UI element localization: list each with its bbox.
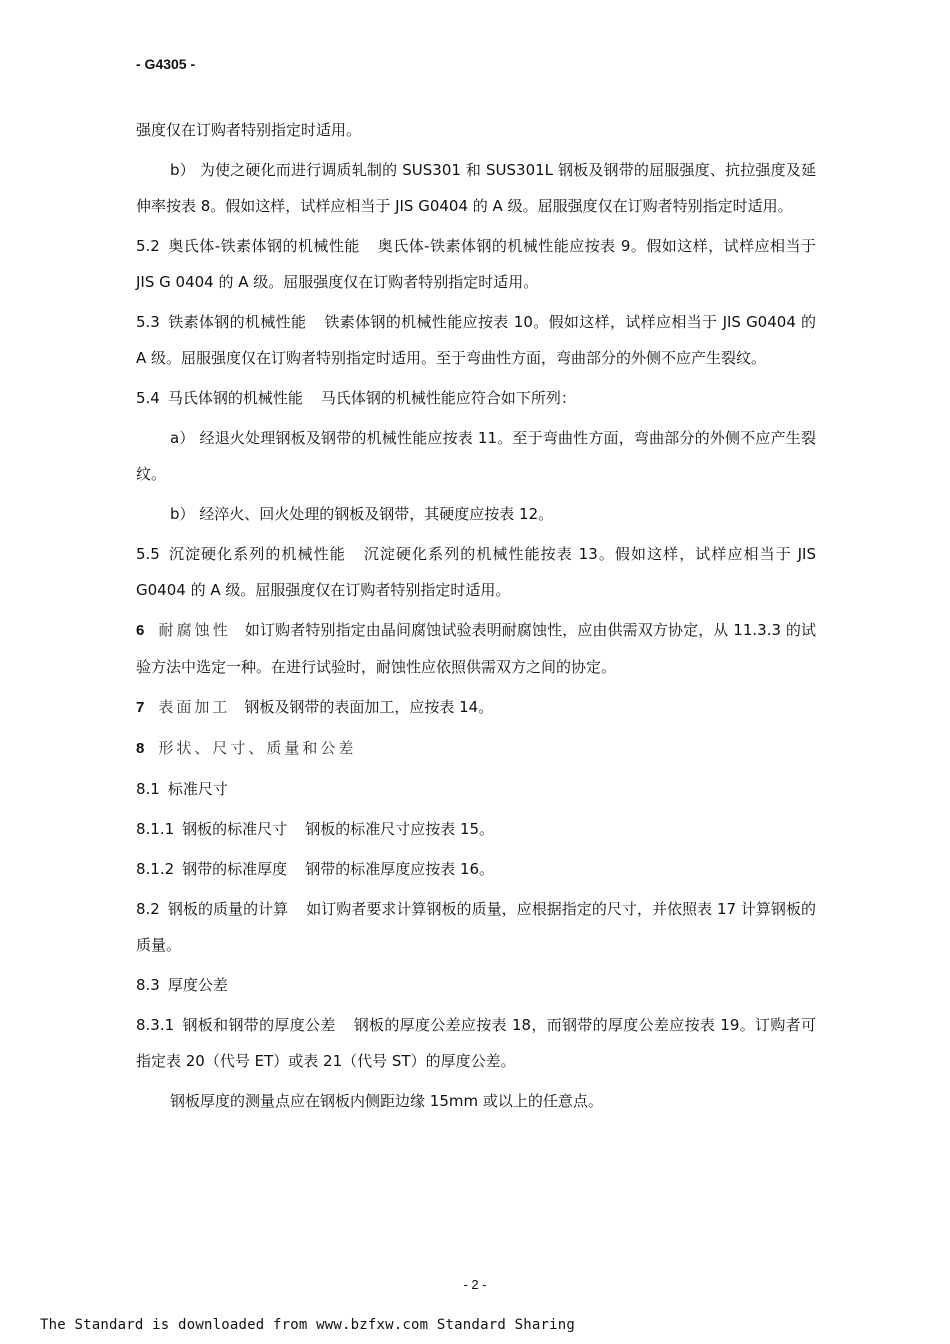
section-number: 8.2 bbox=[136, 900, 160, 918]
section-title: 奥氏体-铁素体钢的机械性能 bbox=[167, 237, 360, 255]
section-title: 厚度公差 bbox=[167, 976, 228, 994]
section-number: 8.1.2 bbox=[136, 860, 175, 878]
section-8-3 bbox=[136, 967, 816, 1003]
section-text: 如订购者要求计算钢板的质量，应根据指定的尺寸，并依照表 17 计算钢板的质量。 bbox=[136, 900, 816, 954]
section-text: 铁素体钢的机械性能应按表 10。假如这样，试样应相当于 JIS G0404 的 A 级。屈服强度仅在订购者特别指定时适用。至于弯曲性方面，弯曲部分的外侧不应产生裂纹。 bbox=[136, 313, 816, 367]
section-title: 铁素体钢的机械性能 bbox=[167, 313, 307, 331]
section-number: 5.2 bbox=[136, 237, 160, 255]
section-title: 沉淀硬化系列的机械性能 bbox=[167, 545, 346, 563]
page-number: - 2 - bbox=[463, 1277, 487, 1292]
section-text: 钢板的标准尺寸应按表 15。 bbox=[305, 820, 495, 838]
section-number: 6 bbox=[136, 622, 145, 639]
section-number: 8.1 bbox=[136, 780, 160, 798]
section-5-2 bbox=[136, 228, 816, 300]
section-number: 8.3 bbox=[136, 976, 160, 994]
section-5-5 bbox=[136, 536, 816, 608]
section-text: 如订购者特别指定由晶间腐蚀试验表明耐腐蚀性，应由供需双方协定，从 11.3.3 的试验方法中选定一种。在进行试验时，耐蚀性应依照供需双方之间的协定。 bbox=[136, 621, 816, 676]
paragraph-item-b: b） 为使之硬化而进行调质轧制的 SUS301 和 SUS301L 钢板及钢带的屈服强度、抗拉强度及延伸率按表 8。假如这样，试样应相当于 JIS G0404 的 A 级。屈服强度仅在订购者特别指定时适用。 bbox=[136, 161, 816, 215]
section-6 bbox=[136, 612, 816, 685]
section-number: 8 bbox=[136, 740, 145, 757]
section-7 bbox=[136, 689, 816, 726]
section-title: 标准尺寸 bbox=[167, 780, 228, 798]
paragraph: 强度仅在订购者特别指定时适用。 bbox=[136, 121, 362, 139]
section-8-3-1 bbox=[136, 1007, 816, 1079]
section-text: 钢板的厚度公差应按表 18，而钢带的厚度公差应按表 19。订购者可指定表 20（代号 ET）或表 21（代号 ST）的厚度公差。 bbox=[136, 1016, 816, 1070]
section-text: 奥氏体-铁素体钢的机械性能应按表 9。假如这样，试样应相当于 JIS G 0404 的 A 级。屈服强度仅在订购者特别指定时适用。 bbox=[136, 237, 816, 291]
section-8-2 bbox=[136, 891, 816, 963]
section-number: 8.1.1 bbox=[136, 820, 175, 838]
paragraph-item-a: a） 经退火处理钢板及钢带的机械性能应按表 11。至于弯曲性方面，弯曲部分的外侧不应产生裂纹。 bbox=[136, 429, 816, 483]
section-title: 表面加工 bbox=[158, 698, 231, 716]
section-title: 钢板的质量的计算 bbox=[167, 900, 289, 918]
section-8 bbox=[136, 730, 816, 767]
section-8-1 bbox=[136, 771, 816, 807]
section-text: 钢带的标准厚度应按表 16。 bbox=[305, 860, 495, 878]
section-number: 5.3 bbox=[136, 313, 160, 331]
section-title: 钢带的标准厚度 bbox=[182, 860, 288, 878]
section-5-3 bbox=[136, 304, 816, 376]
section-title: 耐腐蚀性 bbox=[158, 621, 231, 639]
section-number: 7 bbox=[136, 699, 145, 716]
paragraph: 钢板厚度的测量点应在钢板内侧距边缘 15mm 或以上的任意点。 bbox=[170, 1092, 603, 1110]
section-number: 5.5 bbox=[136, 545, 160, 563]
section-title: 钢板的标准尺寸 bbox=[182, 820, 288, 838]
section-number: 5.4 bbox=[136, 389, 160, 407]
document-body bbox=[136, 112, 816, 1123]
section-title: 形状、尺寸、质量和公差 bbox=[158, 739, 357, 757]
source-note: The Standard is downloaded from www.bzfxw.com Standard Sharing bbox=[40, 1317, 575, 1333]
doc-code-header: - G4305 - bbox=[136, 56, 196, 72]
section-8-1-2 bbox=[136, 851, 816, 887]
section-text: 沉淀硬化系列的机械性能按表 13。假如这样，试样应相当于 JIS G0404 的 A 级。屈服强度仅在订购者特别指定时适用。 bbox=[136, 545, 816, 599]
section-title: 钢板和钢带的厚度公差 bbox=[182, 1016, 336, 1034]
section-number: 8.3.1 bbox=[136, 1016, 175, 1034]
section-text: 钢板及钢带的表面加工，应按表 14。 bbox=[244, 698, 494, 716]
section-5-4 bbox=[136, 380, 816, 416]
paragraph-item-b: b） 经淬火、回火处理的钢板及钢带，其硬度应按表 12。 bbox=[170, 505, 554, 523]
section-8-1-1 bbox=[136, 811, 816, 847]
section-text: 马氏体钢的机械性能应符合如下所列： bbox=[320, 389, 576, 407]
section-title: 马氏体钢的机械性能 bbox=[167, 389, 303, 407]
